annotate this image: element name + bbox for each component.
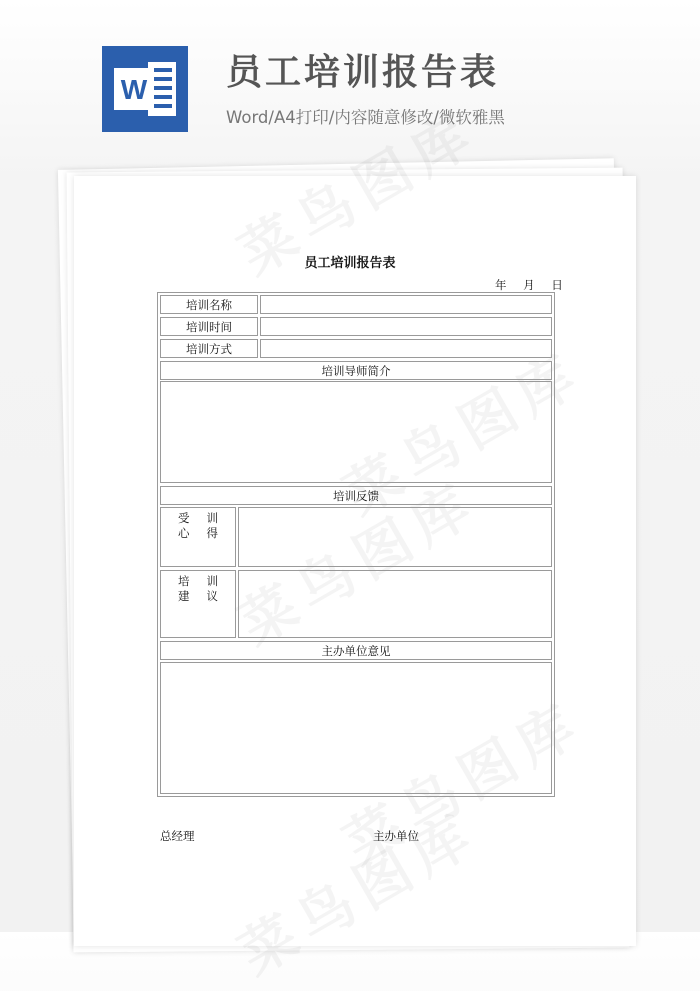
feedback-section-title: 培训反馈 <box>160 486 552 505</box>
document-title: 员工培训报告表 <box>304 256 396 271</box>
training-method-label: 培训方式 <box>160 339 258 358</box>
training-name-label: 培训名称 <box>160 295 258 314</box>
general-manager-signature-label: 总经理 <box>160 829 195 843</box>
experience-label-char: 得 <box>206 526 218 540</box>
experience-label-char: 受 <box>178 511 190 525</box>
experience-label <box>160 507 236 567</box>
training-method-field[interactable] <box>260 339 552 358</box>
date-day: 日 <box>551 278 563 292</box>
word-icon-letter: W <box>120 74 148 105</box>
date-year: 年 <box>495 278 507 292</box>
header-title: 员工培训报告表 <box>226 52 500 93</box>
organizer-content-field[interactable] <box>160 662 552 794</box>
instructor-section-title: 培训导师简介 <box>160 361 552 380</box>
word-icon <box>102 46 188 132</box>
training-time-label: 培训时间 <box>160 317 258 336</box>
suggestion-label-char: 议 <box>206 589 218 603</box>
experience-label-char: 心 <box>178 526 190 540</box>
organizer-signature-label: 主办单位 <box>373 829 419 843</box>
date-month: 月 <box>523 278 535 292</box>
instructor-content-field[interactable] <box>160 381 552 483</box>
experience-label-char: 训 <box>206 511 218 525</box>
training-time-field[interactable] <box>260 317 552 336</box>
suggestion-label-char: 培 <box>178 574 190 588</box>
header-subtitle: Word/A4打印/内容随意修改/微软雅黑 <box>226 108 505 127</box>
suggestion-label-char: 建 <box>178 589 190 603</box>
training-name-field[interactable] <box>260 295 552 314</box>
date-line <box>495 277 563 293</box>
training-report-table <box>157 292 555 797</box>
suggestion-label <box>160 570 236 638</box>
suggestion-content-field[interactable] <box>238 570 552 638</box>
suggestion-label-char: 训 <box>206 574 218 588</box>
experience-content-field[interactable] <box>238 507 552 567</box>
organizer-section-title: 主办单位意见 <box>160 641 552 660</box>
